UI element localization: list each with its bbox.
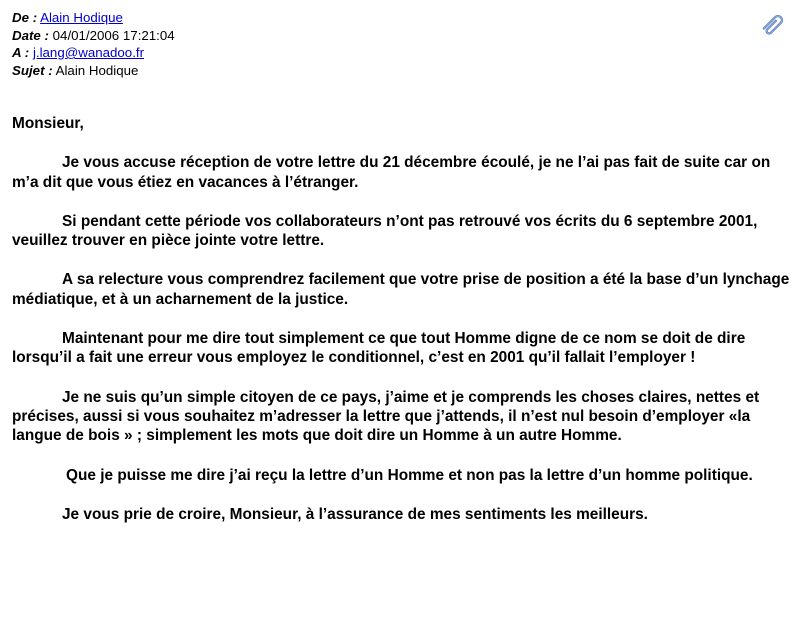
from-row (12, 9, 175, 27)
paragraph-5: Je ne suis qu’un simple citoyen de ce pays, j’aime et je comprends les choses claires, nettes et précises, aussi si vous souhaitez m’adresser la lettre que j’attends, il n’est nul besoin d’employer «la langue de bois » ; simplement les mots que doit dire un Homme à un autre Homme. (12, 388, 760, 445)
paragraph-2: Si pendant cette période vos collaborateurs n’ont pas retrouvé vos écrits du 6 septembre 2001, veuillez trouver en pièce jointe votre lettre. (12, 212, 758, 250)
email-header (12, 9, 175, 79)
paperclip-icon[interactable] (758, 10, 788, 40)
from-label: De : (12, 10, 38, 25)
letter-body (12, 114, 800, 544)
to-link[interactable]: j.lang@wanadoo.fr (32, 45, 145, 60)
date-label: Date : (12, 27, 49, 43)
paragraph-6: Que je puisse me dire j’ai reçu la lettre d’un Homme et non pas la lettre d’un homme politique. (66, 466, 753, 484)
to-label: A : (12, 45, 30, 60)
paragraph-1: Je vous accuse réception de votre lettre du 21 décembre écoulé, je ne l’ai pas fait de suite car on m’a dit que vous étiez en vacances à l’étranger. (12, 154, 771, 191)
paragraph-4: Maintenant pour me dire tout simplement ce que tout Homme digne de ce nom se doit de dire lorsqu’il a fait une erreur vous employez le conditionnel, c’est en 2001 qu’il fallait l’employer ! (12, 330, 746, 367)
subject-value: Alain Hodique (55, 62, 139, 78)
date-row (12, 27, 175, 45)
to-row (12, 44, 175, 62)
paragraph-3: A sa relecture vous comprendrez facilement que votre prise de position a été la base d’un lynchage médiatique, et à un acharnement de la justice. (12, 271, 790, 308)
closing-paragraph: Je vous prie de croire, Monsieur, à l’assurance de mes sentiments les meilleurs. (62, 505, 648, 523)
subject-label: Sujet : (12, 62, 53, 78)
from-link[interactable]: Alain Hodique (40, 10, 123, 25)
date-value: 04/01/2006 17:21:04 (52, 27, 175, 43)
salutation: Monsieur, (12, 115, 84, 132)
subject-row (12, 62, 175, 80)
